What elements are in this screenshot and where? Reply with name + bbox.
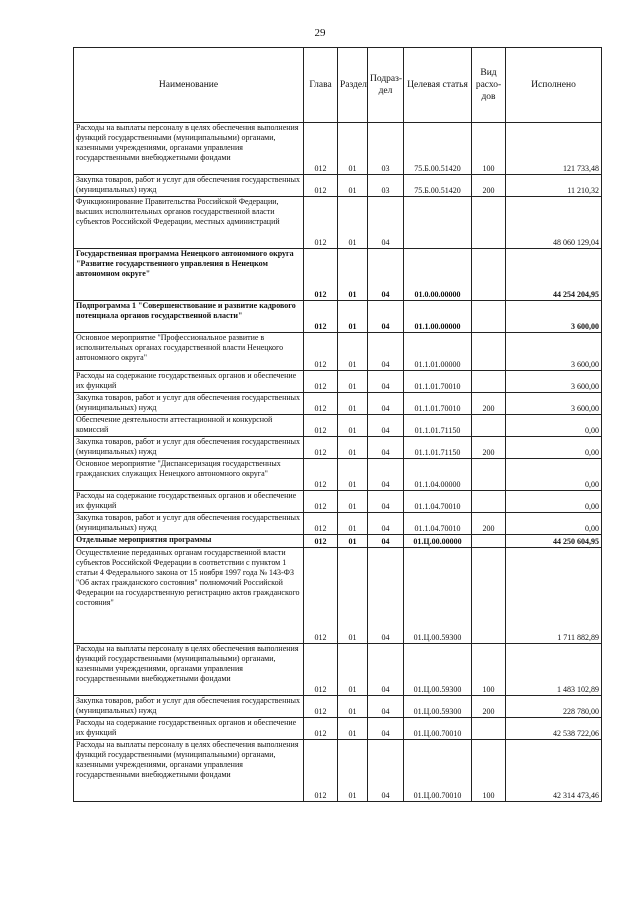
row-amount: 44 250 604,95 [506,535,602,548]
row-razdel: 01 [338,491,368,513]
table-row [74,548,602,644]
row-name: Государственная программа Ненецкого автономного округа "Развитие государственного управления в Ненецком автономном округе" [74,249,304,301]
header-podrazdel: Подраз-дел [368,48,404,123]
row-razdel: 01 [338,740,368,802]
row-target [404,197,472,249]
row-amount: 3 600,00 [506,393,602,415]
row-amount: 3 600,00 [506,301,602,333]
row-glava: 012 [304,333,338,371]
header-razdel: Раздел [338,48,368,123]
row-vid: 100 [472,123,506,175]
row-vid [472,333,506,371]
row-name: Основное мероприятие "Профессиональное развитие в исполнительных органах государственной власти Ненецкого автономного округа" [74,333,304,371]
header-target: Целевая статья [404,48,472,123]
row-vid [472,548,506,644]
row-target: 01.1.01.70010 [404,371,472,393]
row-amount: 42 538 722,06 [506,718,602,740]
row-glava: 012 [304,513,338,535]
row-glava: 012 [304,249,338,301]
row-glava: 012 [304,175,338,197]
row-vid [472,535,506,548]
row-razdel: 01 [338,548,368,644]
row-vid [472,459,506,491]
row-podrazdel: 04 [368,459,404,491]
row-razdel: 01 [338,393,368,415]
row-glava: 012 [304,123,338,175]
row-podrazdel: 04 [368,371,404,393]
row-amount: 1 711 882,89 [506,548,602,644]
row-podrazdel: 04 [368,197,404,249]
row-target: 01.Ц.00.59300 [404,696,472,718]
row-amount: 0,00 [506,513,602,535]
row-razdel: 01 [338,415,368,437]
row-vid [472,301,506,333]
table-row [74,175,602,197]
row-target: 01.0.00.00000 [404,249,472,301]
row-name: Закупка товаров, работ и услуг для обеспечения государственных (муниципальных) нужд [74,513,304,535]
row-amount: 11 210,32 [506,175,602,197]
row-vid: 200 [472,513,506,535]
row-target: 01.1.01.71150 [404,437,472,459]
table-row [74,301,602,333]
row-target: 01.1.01.00000 [404,333,472,371]
row-podrazdel: 04 [368,249,404,301]
row-razdel: 01 [338,371,368,393]
row-glava: 012 [304,491,338,513]
row-podrazdel: 04 [368,740,404,802]
row-glava: 012 [304,548,338,644]
row-razdel: 01 [338,301,368,333]
budget-table [73,47,602,802]
row-name: Отдельные мероприятия программы [74,535,304,548]
row-name: Расходы на содержание государственных органов и обеспечение их функций [74,371,304,393]
row-razdel: 01 [338,249,368,301]
row-vid [472,197,506,249]
row-podrazdel: 04 [368,415,404,437]
row-podrazdel: 04 [368,393,404,415]
row-podrazdel: 04 [368,718,404,740]
row-vid: 200 [472,175,506,197]
row-amount: 48 060 129,04 [506,197,602,249]
row-vid: 200 [472,696,506,718]
row-target: 01.1.04.00000 [404,459,472,491]
row-podrazdel: 04 [368,491,404,513]
table-row [74,437,602,459]
row-name: Расходы на выплаты персоналу в целях обеспечения выполнения функций государственными (муниципальными) органами, казенными учреждениями, органами управления государственными внебюджетными фондами [74,740,304,802]
row-amount: 1 483 102,89 [506,644,602,696]
row-amount: 0,00 [506,415,602,437]
row-razdel: 01 [338,513,368,535]
table-row [74,371,602,393]
row-razdel: 01 [338,123,368,175]
row-glava: 012 [304,371,338,393]
row-name: Закупка товаров, работ и услуг для обеспечения государственных (муниципальных) нужд [74,393,304,415]
row-vid: 100 [472,740,506,802]
row-razdel: 01 [338,718,368,740]
table-row [74,333,602,371]
header-glava: Глава [304,48,338,123]
row-amount: 0,00 [506,491,602,513]
table-row [74,718,602,740]
row-glava: 012 [304,740,338,802]
row-target: 01.1.01.70010 [404,393,472,415]
table-row [74,696,602,718]
row-glava: 012 [304,393,338,415]
table-row [74,459,602,491]
header-vid: Вид расхо-дов [472,48,506,123]
page-number: 29 [314,27,326,39]
row-vid: 200 [472,393,506,415]
row-vid [472,371,506,393]
table-row [74,249,602,301]
row-name: Основное мероприятие "Диспансеризация государственных гражданских служащих Ненецкого автономного округа" [74,459,304,491]
table-body [74,123,602,802]
row-name: Закупка товаров, работ и услуг для обеспечения государственных (муниципальных) нужд [74,175,304,197]
row-target: 01.Ц.00.00000 [404,535,472,548]
header-row [74,48,602,123]
row-razdel: 01 [338,696,368,718]
row-name: Расходы на выплаты персоналу в целях обеспечения выполнения функций государственными (муниципальными) органами, казенными учреждениями, органами управления государственными внебюджетными фондами [74,644,304,696]
row-target: 01.Ц.00.70010 [404,740,472,802]
header-name: Наименование [74,48,304,123]
row-target: 01.Ц.00.59300 [404,548,472,644]
row-podrazdel: 04 [368,696,404,718]
row-name: Функционирование Правительства Российской Федерации, высших исполнительных органов государственной власти субъектов Российской Федерации, местных администраций [74,197,304,249]
table-row [74,644,602,696]
row-name: Осуществление переданных органам государственной власти субъектов Российской Федерации в соответствии с пунктом 1 статьи 4 Федерального закона от 15 ноября 1997 года № 143-ФЗ "Об актах гражданского состояния" полномочий Российской Федерации на государственную регистрацию актов гражданского состояния" [74,548,304,644]
row-name: Подпрограмма 1 "Совершенствование и развитие кадрового потенциала органов государственной власти" [74,301,304,333]
row-glava: 012 [304,535,338,548]
row-razdel: 01 [338,535,368,548]
row-name: Закупка товаров, работ и услуг для обеспечения государственных (муниципальных) нужд [74,696,304,718]
row-razdel: 01 [338,644,368,696]
row-podrazdel: 04 [368,437,404,459]
row-podrazdel: 04 [368,301,404,333]
row-razdel: 01 [338,459,368,491]
row-razdel: 01 [338,437,368,459]
row-glava: 012 [304,301,338,333]
header-executed: Исполнено [506,48,602,123]
row-razdel: 01 [338,333,368,371]
row-vid: 200 [472,437,506,459]
table-row [74,740,602,802]
row-glava: 012 [304,696,338,718]
row-glava: 012 [304,718,338,740]
row-razdel: 01 [338,197,368,249]
row-vid: 100 [472,644,506,696]
row-amount: 0,00 [506,437,602,459]
row-vid [472,415,506,437]
table-row [74,197,602,249]
row-podrazdel: 04 [368,644,404,696]
row-vid [472,249,506,301]
row-amount: 3 600,00 [506,333,602,371]
row-name: Обеспечение деятельности аттестационной и конкурсной комиссий [74,415,304,437]
row-amount: 0,00 [506,459,602,491]
row-vid [472,491,506,513]
row-target: 75.Б.00.51420 [404,175,472,197]
row-target: 01.1.00.00000 [404,301,472,333]
row-target: 75.Б.00.51420 [404,123,472,175]
row-name: Расходы на содержание государственных органов и обеспечение их функций [74,491,304,513]
row-vid [472,718,506,740]
row-glava: 012 [304,644,338,696]
table-row [74,491,602,513]
row-glava: 012 [304,437,338,459]
row-glava: 012 [304,459,338,491]
row-name: Расходы на содержание государственных органов и обеспечение их функций [74,718,304,740]
row-target: 01.Ц.00.70010 [404,718,472,740]
row-amount: 44 254 204,95 [506,249,602,301]
row-podrazdel: 03 [368,175,404,197]
row-podrazdel: 04 [368,535,404,548]
row-target: 01.Ц.00.59300 [404,644,472,696]
row-podrazdel: 04 [368,333,404,371]
row-amount: 42 314 473,46 [506,740,602,802]
row-target: 01.1.04.70010 [404,513,472,535]
row-name: Расходы на выплаты персоналу в целях обеспечения выполнения функций государственными (муниципальными) органами, казенными учреждениями, органами управления государственными внебюджетными фондами [74,123,304,175]
table-row [74,123,602,175]
row-amount: 121 733,48 [506,123,602,175]
row-target: 01.1.01.71150 [404,415,472,437]
table-row [74,535,602,548]
row-podrazdel: 04 [368,548,404,644]
table-row [74,513,602,535]
row-podrazdel: 04 [368,513,404,535]
row-podrazdel: 03 [368,123,404,175]
table-row [74,415,602,437]
row-amount: 3 600,00 [506,371,602,393]
row-glava: 012 [304,415,338,437]
row-name: Закупка товаров, работ и услуг для обеспечения государственных (муниципальных) нужд [74,437,304,459]
row-razdel: 01 [338,175,368,197]
row-glava: 012 [304,197,338,249]
row-target: 01.1.04.70010 [404,491,472,513]
table-row [74,393,602,415]
row-amount: 228 780,00 [506,696,602,718]
